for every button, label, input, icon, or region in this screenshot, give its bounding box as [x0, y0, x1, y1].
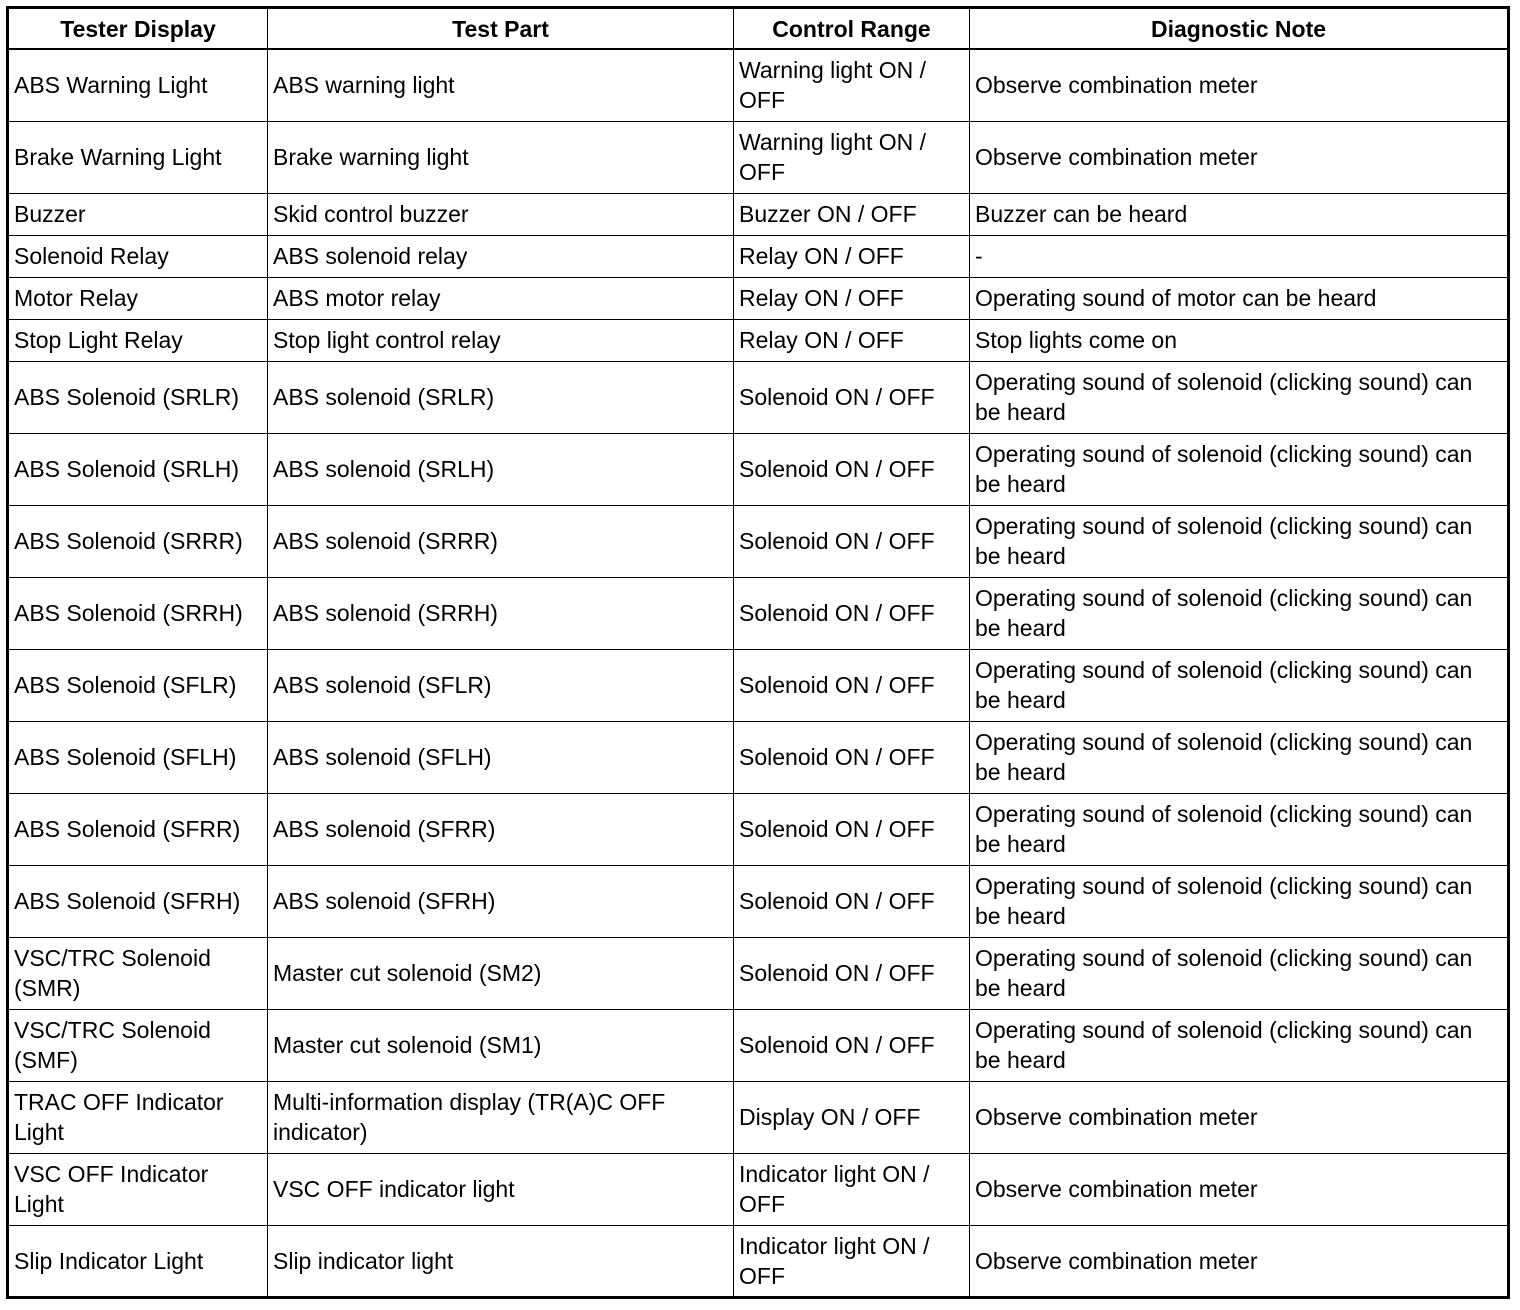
- test-part-cell: ABS solenoid (SFLH): [268, 721, 734, 793]
- table-row: [8, 1009, 1509, 1081]
- tester-display-cell: ABS Solenoid (SFRH): [8, 865, 268, 937]
- table-row: [8, 793, 1509, 865]
- test-part-cell: ABS warning light: [268, 49, 734, 121]
- tester-display-cell: ABS Solenoid (SFLH): [8, 721, 268, 793]
- table-row: [8, 361, 1509, 433]
- diagnostic-note-cell: Observe combination meter: [970, 49, 1509, 121]
- tester-display-cell: Slip Indicator Light: [8, 1225, 268, 1297]
- control-range-cell: Solenoid ON / OFF: [734, 505, 970, 577]
- table-row: [8, 319, 1509, 361]
- test-part-cell: Stop light control relay: [268, 319, 734, 361]
- control-range-cell: Relay ON / OFF: [734, 235, 970, 277]
- test-part-cell: ABS solenoid (SFLR): [268, 649, 734, 721]
- tester-display-cell: Solenoid Relay: [8, 235, 268, 277]
- control-range-cell: Display ON / OFF: [734, 1081, 970, 1153]
- diagnostic-note-cell: Observe combination meter: [970, 121, 1509, 193]
- tester-display-cell: Buzzer: [8, 193, 268, 235]
- test-part-cell: Brake warning light: [268, 121, 734, 193]
- active-test-table: [6, 6, 1510, 1299]
- diagnostic-note-cell: Operating sound of solenoid (clicking sound) can be heard: [970, 1009, 1509, 1081]
- table-row: [8, 193, 1509, 235]
- tester-display-cell: ABS Solenoid (SRLH): [8, 433, 268, 505]
- table-row: [8, 1153, 1509, 1225]
- table-row: [8, 577, 1509, 649]
- diagnostic-note-cell: Observe combination meter: [970, 1081, 1509, 1153]
- table-row: [8, 1081, 1509, 1153]
- control-range-cell: Solenoid ON / OFF: [734, 361, 970, 433]
- table-row: [8, 49, 1509, 121]
- diagnostic-note-cell: Buzzer can be heard: [970, 193, 1509, 235]
- column-header-diagnostic-note: Diagnostic Note: [970, 8, 1509, 50]
- table-row: [8, 505, 1509, 577]
- tester-display-cell: Motor Relay: [8, 277, 268, 319]
- test-part-cell: ABS solenoid (SFRH): [268, 865, 734, 937]
- tester-display-cell: Stop Light Relay: [8, 319, 268, 361]
- table-row: [8, 235, 1509, 277]
- tester-display-cell: ABS Solenoid (SRRR): [8, 505, 268, 577]
- control-range-cell: Warning light ON / OFF: [734, 121, 970, 193]
- control-range-cell: Solenoid ON / OFF: [734, 793, 970, 865]
- table-row: [8, 277, 1509, 319]
- test-part-cell: Skid control buzzer: [268, 193, 734, 235]
- control-range-cell: Solenoid ON / OFF: [734, 865, 970, 937]
- table-row: [8, 937, 1509, 1009]
- tester-display-cell: ABS Solenoid (SRRH): [8, 577, 268, 649]
- control-range-cell: Warning light ON / OFF: [734, 49, 970, 121]
- table-row: [8, 121, 1509, 193]
- test-part-cell: ABS solenoid (SRLR): [268, 361, 734, 433]
- table-row: [8, 433, 1509, 505]
- table-header: [8, 8, 1509, 50]
- control-range-cell: Solenoid ON / OFF: [734, 937, 970, 1009]
- control-range-cell: Indicator light ON / OFF: [734, 1153, 970, 1225]
- header-row: [8, 8, 1509, 50]
- control-range-cell: Indicator light ON / OFF: [734, 1225, 970, 1297]
- control-range-cell: Solenoid ON / OFF: [734, 433, 970, 505]
- test-part-cell: ABS solenoid relay: [268, 235, 734, 277]
- diagnostic-note-cell: Operating sound of solenoid (clicking sound) can be heard: [970, 505, 1509, 577]
- diagnostic-note-cell: Operating sound of solenoid (clicking sound) can be heard: [970, 937, 1509, 1009]
- diagnostic-note-cell: Operating sound of solenoid (clicking sound) can be heard: [970, 649, 1509, 721]
- column-header-tester-display: Tester Display: [8, 8, 268, 50]
- tester-display-cell: VSC OFF Indicator Light: [8, 1153, 268, 1225]
- column-header-control-range: Control Range: [734, 8, 970, 50]
- tester-display-cell: VSC/TRC Solenoid (SMF): [8, 1009, 268, 1081]
- diagnostic-note-cell: Operating sound of solenoid (clicking sound) can be heard: [970, 721, 1509, 793]
- diagnostic-note-cell: Operating sound of solenoid (clicking sound) can be heard: [970, 433, 1509, 505]
- test-part-cell: Multi-information display (TR(A)C OFF indicator): [268, 1081, 734, 1153]
- control-range-cell: Solenoid ON / OFF: [734, 721, 970, 793]
- diagnostic-note-cell: Operating sound of solenoid (clicking sound) can be heard: [970, 577, 1509, 649]
- control-range-cell: Buzzer ON / OFF: [734, 193, 970, 235]
- diagnostic-note-cell: Operating sound of solenoid (clicking sound) can be heard: [970, 865, 1509, 937]
- test-part-cell: ABS solenoid (SRRR): [268, 505, 734, 577]
- table-row: [8, 1225, 1509, 1297]
- control-range-cell: Relay ON / OFF: [734, 277, 970, 319]
- diagnostic-note-cell: -: [970, 235, 1509, 277]
- tester-display-cell: TRAC OFF Indicator Light: [8, 1081, 268, 1153]
- diagnostic-note-cell: Observe combination meter: [970, 1225, 1509, 1297]
- test-part-cell: Slip indicator light: [268, 1225, 734, 1297]
- control-range-cell: Relay ON / OFF: [734, 319, 970, 361]
- test-part-cell: VSC OFF indicator light: [268, 1153, 734, 1225]
- tester-display-cell: VSC/TRC Solenoid (SMR): [8, 937, 268, 1009]
- tester-display-cell: ABS Solenoid (SFLR): [8, 649, 268, 721]
- table-row: [8, 721, 1509, 793]
- diagnostic-note-cell: Observe combination meter: [970, 1153, 1509, 1225]
- table-row: [8, 649, 1509, 721]
- table-row: [8, 865, 1509, 937]
- test-part-cell: ABS solenoid (SRRH): [268, 577, 734, 649]
- tester-display-cell: Brake Warning Light: [8, 121, 268, 193]
- diagnostic-note-cell: Operating sound of solenoid (clicking sound) can be heard: [970, 361, 1509, 433]
- control-range-cell: Solenoid ON / OFF: [734, 577, 970, 649]
- diagnostic-note-cell: Stop lights come on: [970, 319, 1509, 361]
- tester-display-cell: ABS Solenoid (SFRR): [8, 793, 268, 865]
- tester-display-cell: ABS Warning Light: [8, 49, 268, 121]
- test-part-cell: ABS motor relay: [268, 277, 734, 319]
- diagnostic-note-cell: Operating sound of motor can be heard: [970, 277, 1509, 319]
- table-body: [8, 49, 1509, 1297]
- test-part-cell: ABS solenoid (SFRR): [268, 793, 734, 865]
- control-range-cell: Solenoid ON / OFF: [734, 649, 970, 721]
- test-part-cell: ABS solenoid (SRLH): [268, 433, 734, 505]
- test-part-cell: Master cut solenoid (SM2): [268, 937, 734, 1009]
- column-header-test-part: Test Part: [268, 8, 734, 50]
- diagnostic-note-cell: Operating sound of solenoid (clicking sound) can be heard: [970, 793, 1509, 865]
- test-part-cell: Master cut solenoid (SM1): [268, 1009, 734, 1081]
- control-range-cell: Solenoid ON / OFF: [734, 1009, 970, 1081]
- tester-display-cell: ABS Solenoid (SRLR): [8, 361, 268, 433]
